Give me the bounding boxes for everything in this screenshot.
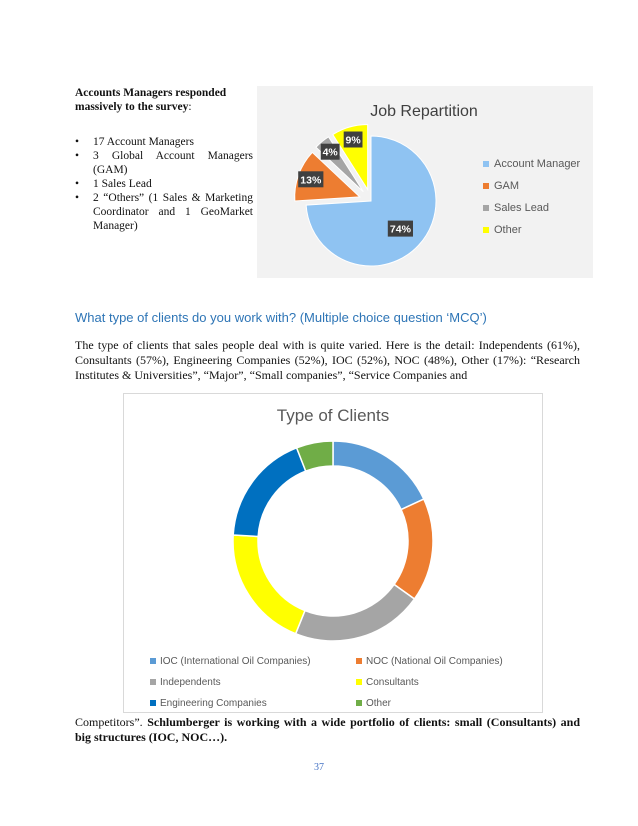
legend-label: GAM (494, 180, 520, 192)
legend-swatch (150, 700, 156, 706)
legend-label: NOC (National Oil Companies) (366, 656, 503, 667)
data-label: 9% (345, 134, 361, 147)
chart-title: Job Repartition (370, 103, 478, 120)
legend-swatch (483, 183, 489, 189)
role-text: 17 Account Managers (93, 136, 194, 148)
donut-slice-ioc-international-oil-companies (333, 441, 424, 510)
intro-heading (75, 86, 250, 114)
conclusion-bold: Schlumberger is working with a wide portfolio of clients: small (Consultants) and big structures (IOC, NOC…). (75, 715, 580, 744)
job-repartition-svg (257, 86, 593, 278)
page-number: 37 (314, 762, 324, 773)
legend-swatch (150, 679, 156, 685)
legend-label: IOC (International Oil Companies) (160, 656, 311, 667)
intro-heading-colon: : (188, 101, 192, 113)
legend-swatch (356, 700, 362, 706)
legend-label: Account Manager (494, 158, 581, 170)
bullet-icon: • (75, 192, 80, 204)
type-of-clients-chart (123, 393, 543, 713)
chart-title: Type of Clients (276, 406, 390, 425)
job-repartition-chart (257, 86, 593, 278)
list-item (75, 191, 253, 233)
bullet-icon: • (75, 150, 80, 162)
legend-swatch (356, 658, 362, 664)
role-text: 3 Global Account Managers (GAM) (93, 150, 253, 176)
data-label: 74% (389, 223, 411, 236)
legend-label: Engineering Companies (160, 698, 267, 709)
legend-swatch (483, 161, 489, 167)
donut-slice-noc-national-oil-companies (394, 499, 433, 599)
conclusion-lead: Competitors”. (75, 715, 148, 729)
intro-heading-text: Accounts Managers responded massively to the survey (75, 87, 227, 113)
legend-label: Other (494, 224, 522, 236)
list-item (75, 177, 253, 191)
clients-paragraph: The type of clients that sales people deal with is quite varied. Here is the detail: Independents (61%), Consultants (57%), Engineering Companies (52%), IOC (52%), NOC (48%), Other (17%): “Research Institutes & Universities”, “Major”, “Small companies”, “Service Companies and (75, 338, 580, 382)
legend-label: Other (366, 698, 392, 709)
legend-swatch (356, 679, 362, 685)
legend-label: Sales Lead (494, 202, 550, 214)
legend-label: Consultants (366, 677, 419, 688)
bullet-icon: • (75, 136, 80, 148)
data-label: 13% (300, 174, 322, 187)
legend-swatch (483, 227, 489, 233)
roles-list (75, 135, 253, 233)
legend-swatch (483, 205, 489, 211)
type-of-clients-svg (124, 394, 542, 712)
legend-swatch (150, 658, 156, 664)
role-text: 2 “Others” (1 Sales & Marketing Coordinator and 1 GeoMarket Manager) (93, 192, 253, 232)
donut-slice-consultants (233, 535, 305, 634)
section-question: What type of clients do you work with? (Multiple choice question ‘MCQ’) (75, 310, 487, 325)
role-text: 1 Sales Lead (93, 178, 152, 190)
conclusion-paragraph (75, 715, 580, 745)
bullet-icon: • (75, 178, 80, 190)
list-item (75, 149, 253, 177)
donut-slice-independents (296, 584, 415, 641)
data-label: 4% (322, 146, 338, 159)
legend-label: Independents (160, 677, 221, 688)
donut-slice-engineering-companies (233, 448, 306, 537)
list-item (75, 135, 253, 149)
